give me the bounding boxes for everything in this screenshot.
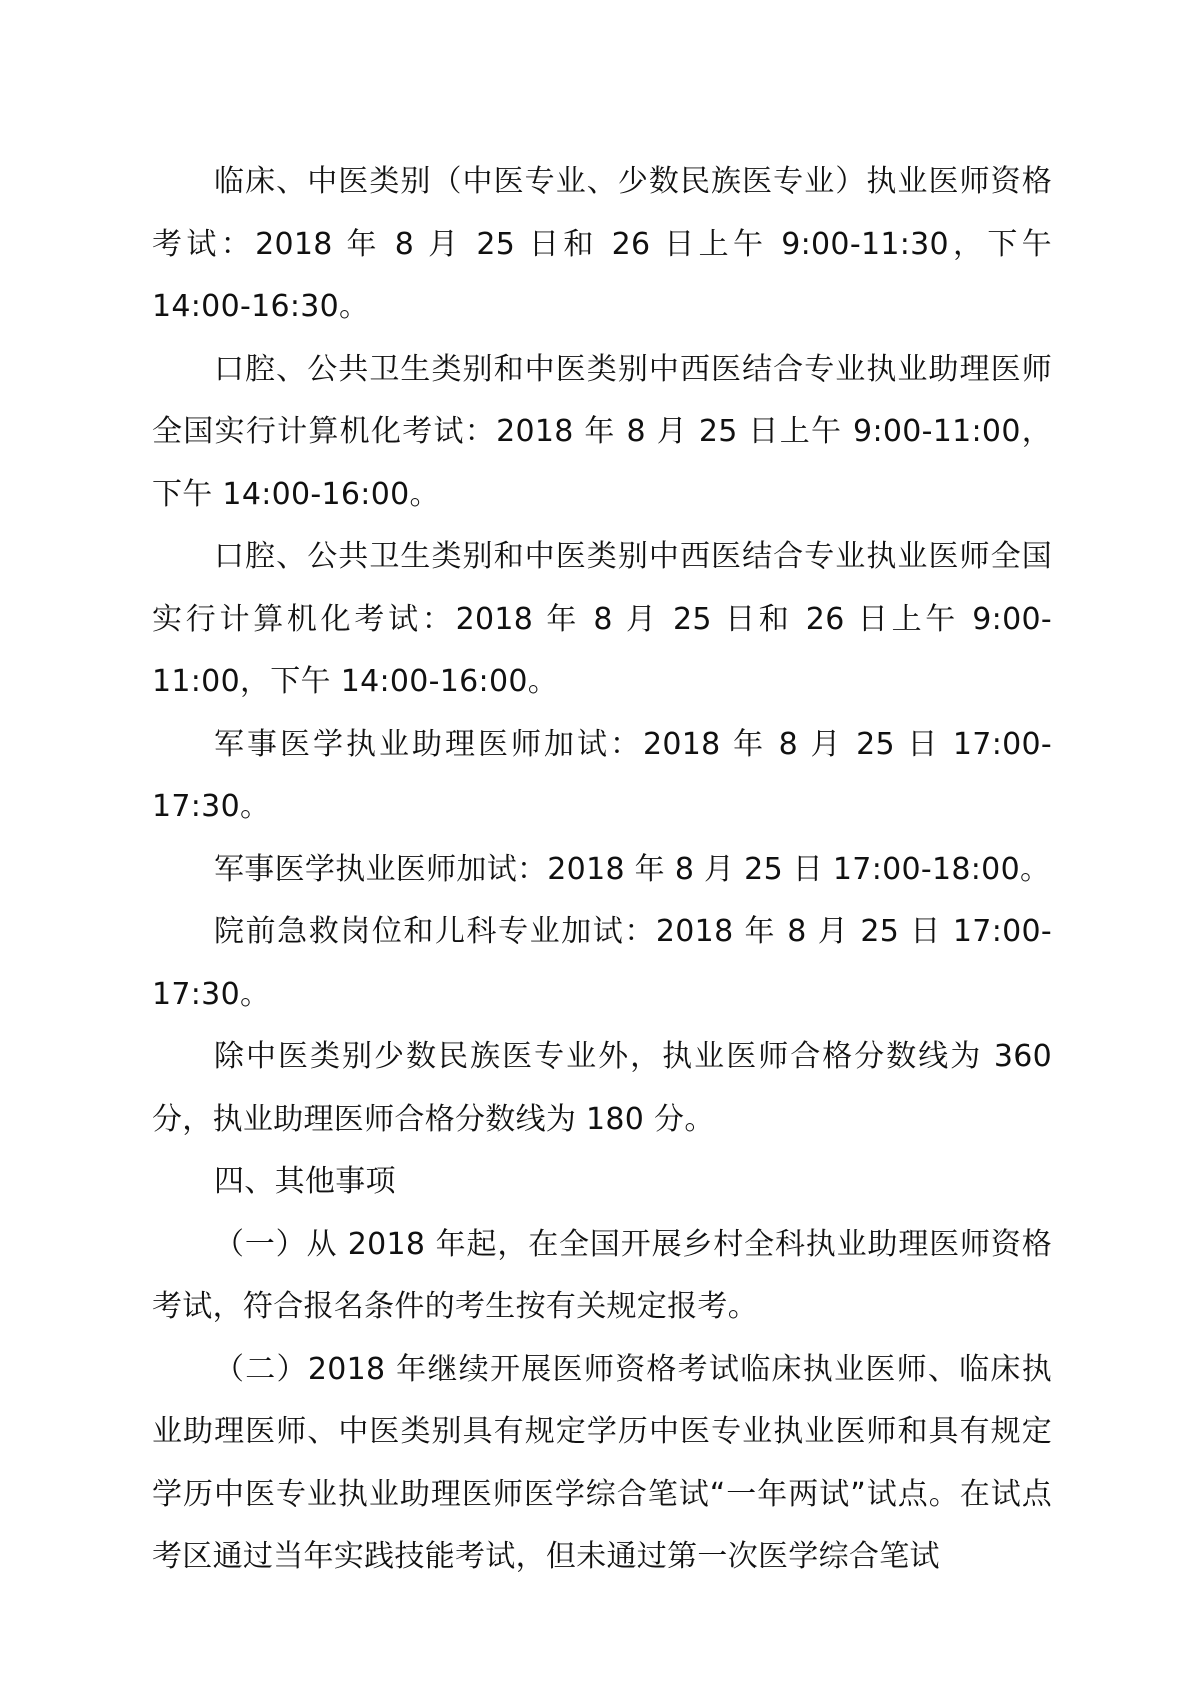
document-body: [152, 151, 1052, 1589]
paragraph-military-assistant-exam: 军事医学执业助理医师加试：2018 年 8 月 25 日 17:00-17:30。: [152, 726, 1052, 824]
paragraph-emergency-pediatric-exam: 院前急救岗位和儿科专业加试：2018 年 8 月 25 日 17:00-17:30。: [152, 914, 1052, 1012]
paragraph-military-physician-exam: 军事医学执业医师加试：2018 年 8 月 25 日 17:00-18:00。: [214, 851, 1051, 887]
paragraph-passing-score: 除中医类别少数民族医专业外，执业医师合格分数线为 360 分，执业助理医师合格分数线为 180 分。: [152, 1039, 1052, 1137]
paragraph-clinical-tcm-exam: 临床、中医类别（中医专业、少数民族医专业）执业医师资格考试：2018 年 8 月 25 日和 26 日上午 9:00-11:30，下午 14:00-16:30。: [152, 164, 1052, 324]
section-heading-other-matters: 四、其他事项: [214, 1164, 396, 1199]
paragraph-two-exams-pilot: （二）2018 年继续开展医师资格考试临床执业医师、临床执业助理医师、中医类别具有规定学历中医专业执业医师和具有规定学历中医专业执业助理医师医学综合笔试“一年两试”试点。在试点考区通过当年实践技能考试，但未通过第一次医学综合笔试: [152, 1351, 1052, 1574]
paragraph-assistant-computer-exam: 口腔、公共卫生类别和中医类别中西医结合专业执业助理医师全国实行计算机化考试：2018 年 8 月 25 日上午 9:00-11:00，下午 14:00-16:00。: [152, 351, 1052, 512]
paragraph-rural-general-exam: （一）从 2018 年起，在全国开展乡村全科执业助理医师资格考试，符合报名条件的考生按有关规定报考。: [152, 1226, 1052, 1324]
paragraph-physician-computer-exam: 口腔、公共卫生类别和中医类别中西医结合专业执业医师全国实行计算机化考试：2018 年 8 月 25 日和 26 日上午 9:00-11:00，下午 14:00-16:00。: [152, 539, 1052, 699]
